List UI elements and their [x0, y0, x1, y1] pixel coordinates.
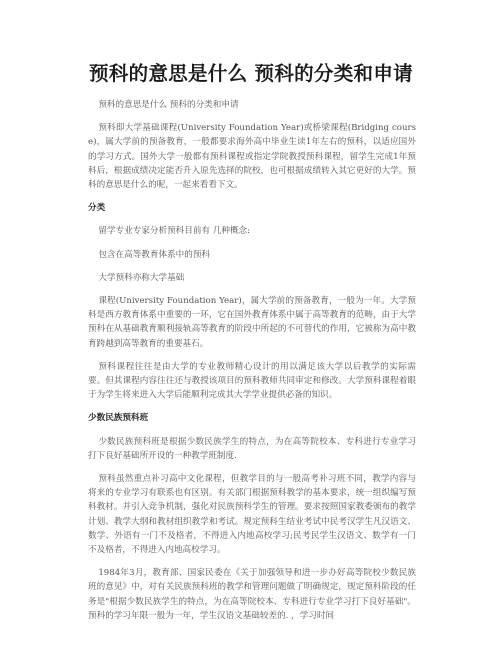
paragraph-course-design: 预科课程往往是由大学的专业教师精心设计的用以满足该大学以后教学的实际需要。但其课程内容往往还与教授该项目的预科教师共同审定和修改。大学预科课程着眼于为学生将来进入大学后能顺利完成其大学学业提供必备的知识。 — [88, 361, 416, 401]
paragraph-university-foundation: 大学预科亦称大学基础 — [98, 272, 185, 283]
subtitle-paragraph: 预科的意思是什么 预科的分类和申请 — [98, 100, 239, 110]
paragraph-expert-analysis: 留学专业专家分析预科目前有 几种概念: — [98, 226, 251, 237]
paragraph-foundation-year: 课程(University Foundation Year)，属大学前的预备教育，一般为一年。大学预科是西方教育体系中重要的一环，它在国外教育体系中属于高等教育的范畴，由于大学预科在从基础教育顺利接轨高等教育的阶段中所起的不可替代的作用，它被称为高中教育跨越到高等教育的重要基石。 — [88, 296, 416, 349]
paragraph-higher-education: 包含在高等教育体系中的预科 — [98, 249, 211, 260]
article-body — [88, 98, 416, 632]
paragraph-1984-policy: 1984年3月，教育部、国家民委在《关于加强领导和进一步办好高等院校少数民族班的意见》中，对有关民族预科班的教学和管理问题做了明确规定，规定预科阶段的任务是"根据少数民族学生的特点，为在高等院校本、专科进行专业学习打下良好基础"。预科的学习年限一般为一年，学生汉语文基础较差的. ，学习时间 — [88, 568, 416, 621]
page-title: 预科的意思是什么 预科的分类和申请 — [89, 62, 413, 85]
section-heading-classification: 分类 — [88, 203, 106, 214]
section-heading-minority-class: 少数民族预科班 — [88, 413, 149, 424]
intro-paragraph: 预科即大学基础课程(University Foundation Year)或桥梁课程(Bridging course)，属大学前的预备教育，一般都要求海外高中毕业生读1年左右的预科，以适应国外的学习方式。国外大学一般都有预科课程或指定学院教授预科课程，留学生完成1年预科后，根据成绩决定能否升入原先选择的院校，也可根据成绩转入其它更好的大学。预科的意思是什么的呢，一起来看看下文。 — [88, 123, 416, 191]
paragraph-minority-curriculum: 预科虽然重点补习高中文化课程，但教学目的与一般高考补习班不同，教学内容与将来的专业学习有联系也有区别。有关部门根据预科教学的基本要求，统一组织编写预科教材。并引入竞争机制，强化对民族预科学生的管理。要求按照国家教委颁布的教学计划、教学大纲和教材组织教学和考试。规定预科生结业考试中民考汉学生凡汉语文、数学、外语有一门不及格者，不得进入内地高校学习;民考民学生汉语文、数学有一门不及格者，不得进入内地高校学习。 — [88, 474, 416, 556]
paragraph-minority-definition: 少数民族预科班是根据少数民族学生的特点，为在高等院校本、专科进行专业学习打下良好基础所开设的一种教学班制度. — [88, 436, 416, 461]
